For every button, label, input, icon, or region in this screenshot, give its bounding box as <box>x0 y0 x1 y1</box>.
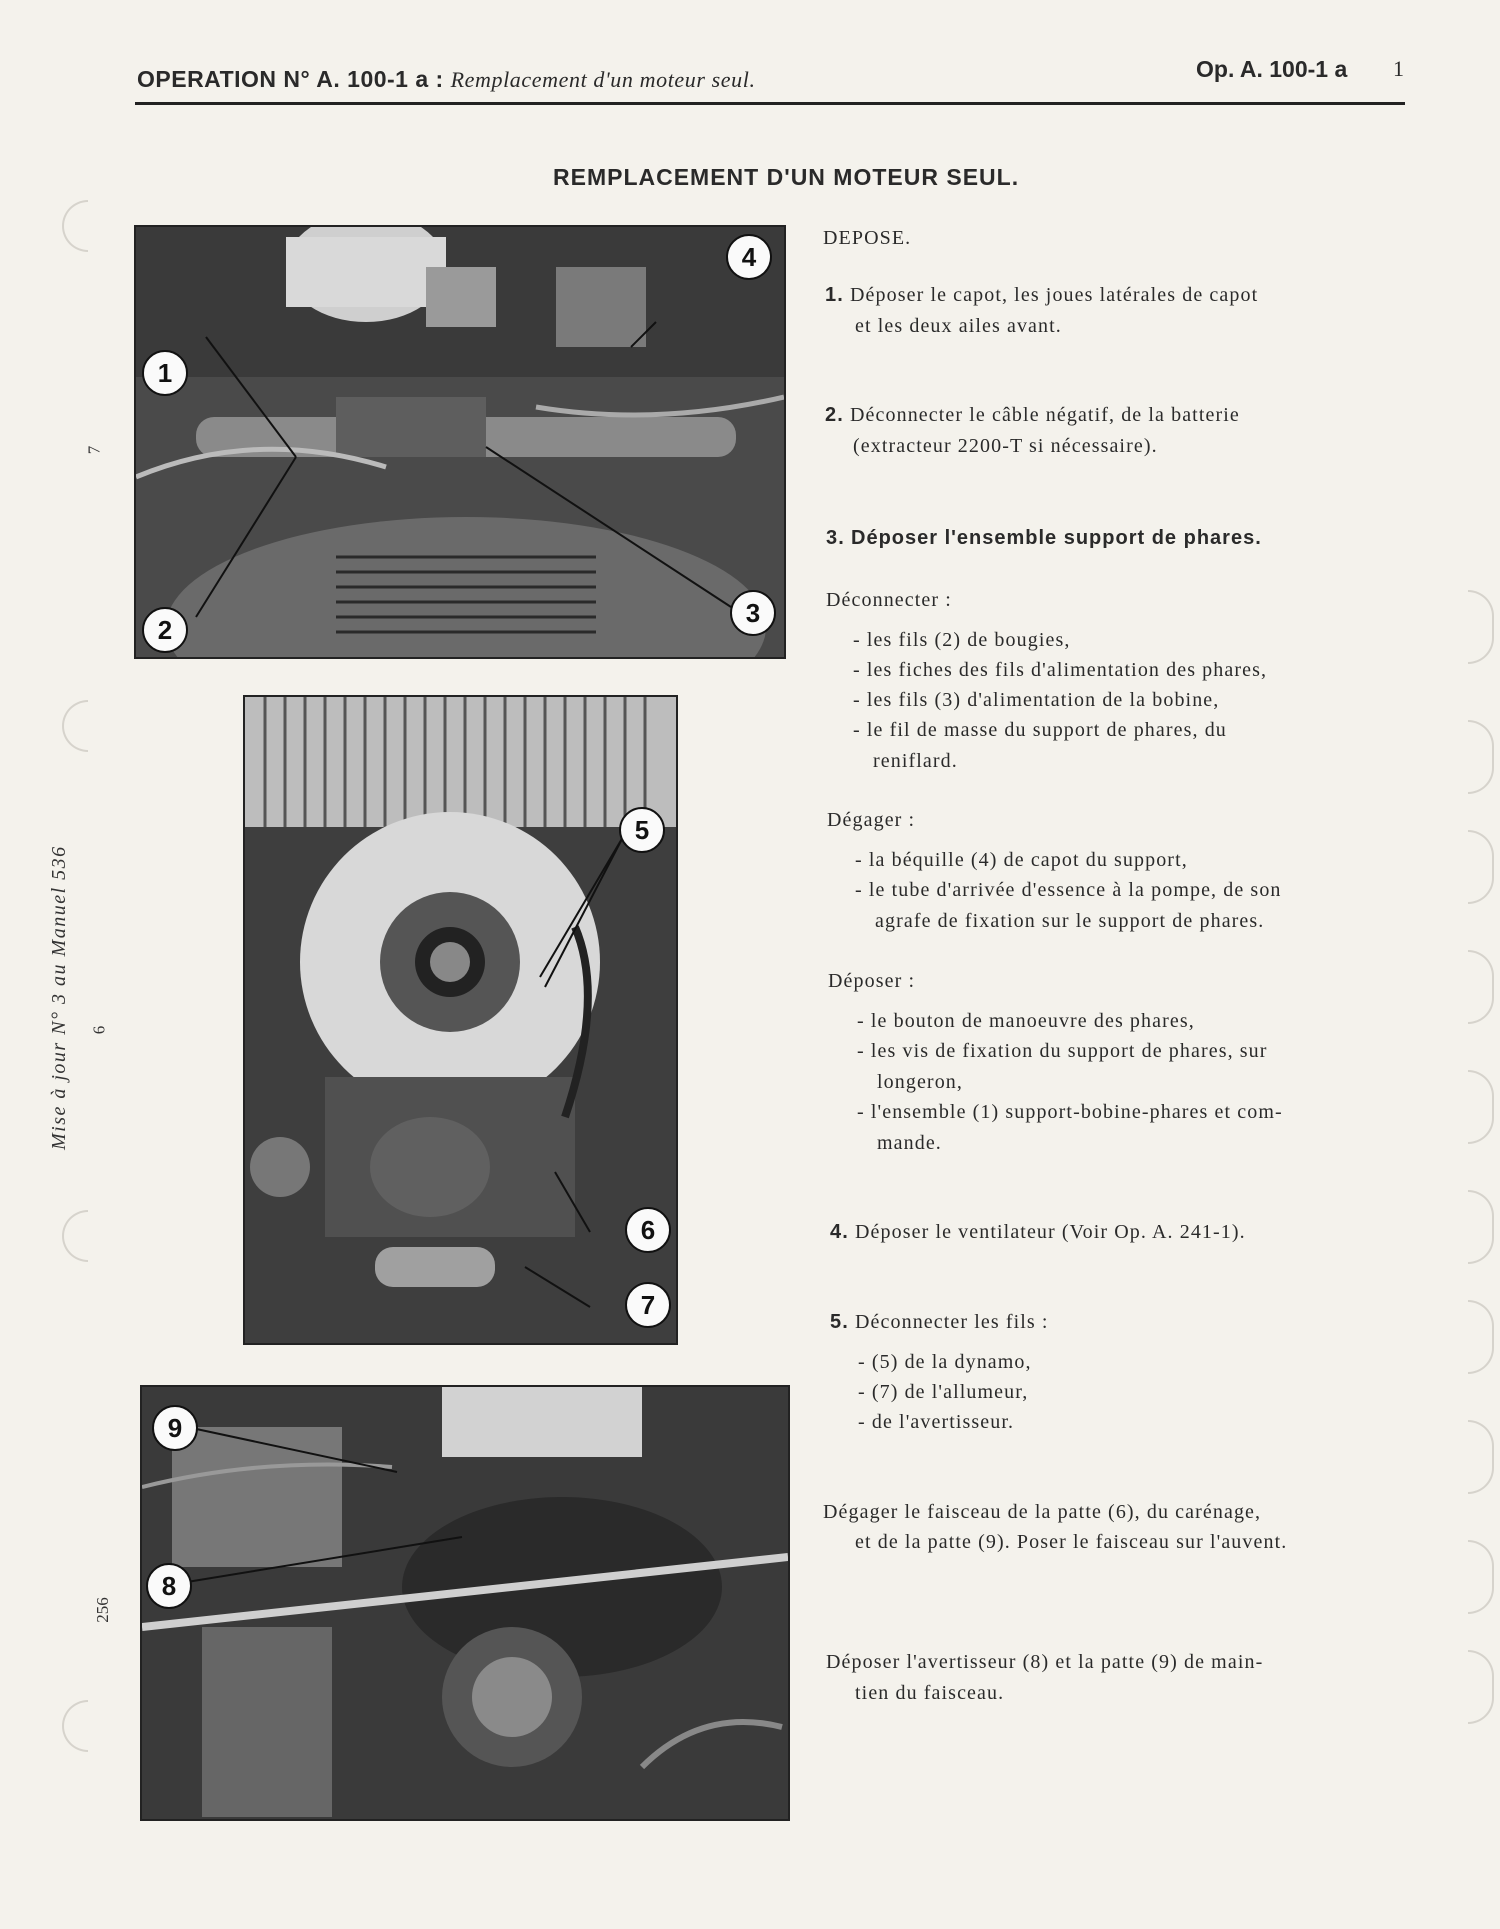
binder-hole <box>1468 1420 1494 1494</box>
binder-hole <box>62 700 88 752</box>
step-1 <box>825 280 1258 311</box>
step-3-text: Déposer l'ensemble support de phares. <box>851 527 1262 549</box>
binder-hole <box>1468 1300 1494 1374</box>
callout-3: 3 <box>730 590 776 636</box>
deposer-item-2: - les vis de fixation du support de phares, sur <box>857 1040 1268 1062</box>
binder-hole <box>1468 720 1494 794</box>
callout-9: 9 <box>152 1405 198 1451</box>
deconnecter-item-2: - les fiches des fils d'alimentation des phares, <box>853 659 1268 681</box>
binder-hole <box>1468 590 1494 664</box>
callout-2: 2 <box>142 607 188 653</box>
deconnecter-item-3: - les fils (3) d'alimentation de la bobine, <box>853 689 1220 711</box>
margin-number-6: 6 <box>89 1025 109 1035</box>
deposer-item-1: - le bouton de manoeuvre des phares, <box>857 1010 1195 1032</box>
figure-3-horn-photo <box>140 1385 790 1821</box>
margin-number-7: 7 <box>84 445 104 455</box>
binder-hole <box>62 200 88 252</box>
step-2-line2: (extracteur 2200-T si nécessaire). <box>853 435 1158 457</box>
callout-5: 5 <box>619 807 665 853</box>
binder-hole <box>62 1210 88 1262</box>
callout-1: 1 <box>142 350 188 396</box>
deconnecter-label: Déconnecter : <box>826 589 952 611</box>
deposer-item-3-cont: mande. <box>877 1132 942 1154</box>
section-heading-depose: DEPOSE. <box>823 227 912 249</box>
binder-hole <box>1468 1070 1494 1144</box>
step-2-line1: Déconnecter le câble négatif, de la batterie <box>850 404 1240 426</box>
faisceau-line1: Dégager le faisceau de la patte (6), du carénage, <box>823 1501 1262 1523</box>
deconnecter-item-1: - les fils (2) de bougies, <box>853 629 1071 651</box>
step-5 <box>830 1307 1049 1338</box>
step-5-item-3: - de l'avertisseur. <box>858 1411 1015 1433</box>
deposer-label: Déposer : <box>828 970 916 992</box>
margin-number-256: 256 <box>92 1597 112 1623</box>
step-3 <box>826 523 1262 554</box>
step-1-number: 1. <box>825 284 844 306</box>
binder-hole <box>1468 1540 1494 1614</box>
step-4-text: Déposer le ventilateur (Voir Op. A. 241-1). <box>855 1221 1246 1243</box>
step-5-text: Déconnecter les fils : <box>855 1311 1049 1333</box>
callout-6: 6 <box>625 1207 671 1253</box>
step-4-number: 4. <box>830 1221 849 1243</box>
degager-label: Dégager : <box>827 809 916 831</box>
header-ref: Op. A. 100-1 a <box>1196 56 1348 82</box>
callout-7: 7 <box>625 1282 671 1328</box>
step-5-number: 5. <box>830 1311 849 1333</box>
step-2 <box>825 400 1240 431</box>
deposer-item-2-cont: longeron, <box>877 1071 963 1093</box>
figure-1-engine-photo <box>134 225 786 659</box>
operation-label: OPERATION N° A. 100-1 a : <box>137 66 444 92</box>
deposer-item-3: - l'ensemble (1) support-bobine-phares et com- <box>857 1101 1283 1123</box>
margin-update-note: Mise à jour N° 3 au Manuel 536 <box>48 845 70 1150</box>
figure-2-dynamo-photo <box>243 695 678 1345</box>
callout-4: 4 <box>726 234 772 280</box>
step-1-line1: Déposer le capot, les joues latérales de capot <box>850 284 1259 306</box>
header-rule <box>135 102 1405 105</box>
page-title: REMPLACEMENT D'UN MOTEUR SEUL. <box>553 164 1020 190</box>
degager-item-2: - le tube d'arrivée d'essence à la pompe, de son <box>855 879 1282 901</box>
degager-item-2-cont: agrafe de fixation sur le support de phares. <box>875 910 1265 932</box>
step-5-item-1: - (5) de la dynamo, <box>858 1351 1032 1373</box>
degager-item-1: - la béquille (4) de capot du support, <box>855 849 1188 871</box>
step-1-line2: et les deux ailes avant. <box>855 315 1062 337</box>
binder-hole <box>1468 1650 1494 1724</box>
binder-hole <box>1468 1190 1494 1264</box>
step-4 <box>830 1217 1246 1248</box>
deconnecter-item-4-cont: reniflard. <box>873 750 958 772</box>
step-3-number: 3. <box>826 527 845 549</box>
deconnecter-item-4: - le fil de masse du support de phares, du <box>853 719 1227 741</box>
step-5-item-2: - (7) de l'allumeur, <box>858 1381 1029 1403</box>
header-operation <box>137 66 756 93</box>
operation-title: Remplacement d'un moteur seul. <box>450 67 756 92</box>
avertisseur-line2: tien du faisceau. <box>855 1682 1005 1704</box>
step-2-number: 2. <box>825 404 844 426</box>
page-number: 1 <box>1393 56 1404 81</box>
faisceau-line2: et de la patte (9). Poser le faisceau sur l'auvent. <box>855 1531 1288 1553</box>
binder-hole <box>62 1700 88 1752</box>
binder-hole <box>1468 830 1494 904</box>
callout-8: 8 <box>146 1563 192 1609</box>
avertisseur-line1: Déposer l'avertisseur (8) et la patte (9) de main- <box>826 1651 1264 1673</box>
binder-hole <box>1468 950 1494 1024</box>
